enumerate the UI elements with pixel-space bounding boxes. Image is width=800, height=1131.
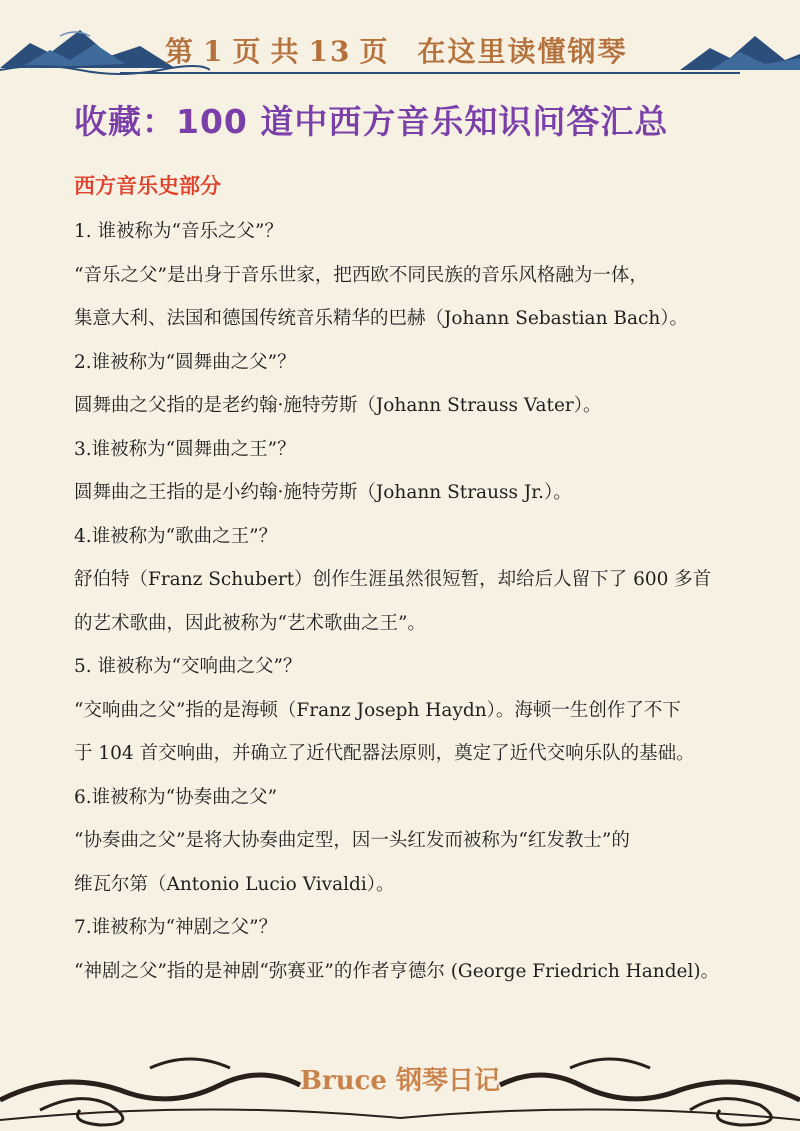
- page-title: 收藏：100 道中西方音乐知识问答汇总: [74, 102, 669, 141]
- text-line: “协奏曲之父”是将大协奏曲定型，因一头红发而被称为“红发教士”的: [74, 830, 630, 851]
- qa-content: [74, 210, 734, 993]
- total-pages: 13: [308, 35, 352, 68]
- text-line: “音乐之父”是出身于音乐世家，把西欧不同民族的音乐风格融为一体，: [74, 264, 648, 286]
- text-line: 1. 谁被称为“音乐之父”？: [74, 221, 283, 242]
- text-line: 3.谁被称为“圆舞曲之王”？: [74, 438, 296, 460]
- text-line: 2.谁被称为“圆舞曲之父”？: [74, 351, 296, 373]
- footer-brand: Bruce 钢琴日记: [299, 1066, 500, 1096]
- page-mid: 页: [232, 35, 263, 68]
- page-number: 1: [203, 35, 225, 68]
- text-line: 5. 谁被称为“交响曲之父”？: [74, 656, 302, 677]
- text-line: 圆舞曲之父指的是老约翰·施特劳斯（Johann Strauss Vater）。: [74, 395, 602, 416]
- total-suffix: 页: [359, 35, 390, 68]
- page-header: [165, 30, 636, 70]
- text-line: 4.谁被称为“歌曲之王”？: [74, 525, 278, 547]
- text-line: 维瓦尔第（Antonio Lucio Vivaldi）。: [74, 873, 395, 895]
- header-rule: [120, 72, 740, 74]
- text-line: 舒伯特（Franz Schubert）创作生涯虽然很短暂，却给后人留下了 600 多首: [74, 569, 712, 590]
- text-line: 6.谁被称为“协奏曲之父”: [74, 786, 278, 808]
- text-line: 7.谁被称为“神剧之父”？: [74, 917, 278, 938]
- text-line: 集意大利、法国和德国传统音乐精华的巴赫（Johann Sebastian Bach）。: [74, 308, 689, 329]
- page-prefix: 第: [165, 35, 196, 68]
- total-prefix: 共: [270, 35, 301, 68]
- text-line: “交响曲之父”指的是海顿（Franz Joseph Haydn）。海顿一生创作了不下: [74, 699, 681, 721]
- header-slogan: 在这里读懂钢琴: [417, 35, 628, 68]
- mountain-cloud-ornament-right: [680, 18, 800, 78]
- text-line: 于 104 首交响曲，并确立了近代配器法原则，奠定了近代交响乐队的基础。: [74, 743, 695, 764]
- text-line: 圆舞曲之王指的是小约翰·施特劳斯（Johann Strauss Jr.）。: [74, 482, 572, 503]
- text-line: “神剧之父”指的是神剧“弥赛亚”的作者亨德尔 (George Friedrich Handel)。: [74, 960, 720, 982]
- section-heading: 西方音乐史部分: [74, 173, 221, 198]
- text-line: 的艺术歌曲，因此被称为“艺术歌曲之王”。: [74, 612, 426, 634]
